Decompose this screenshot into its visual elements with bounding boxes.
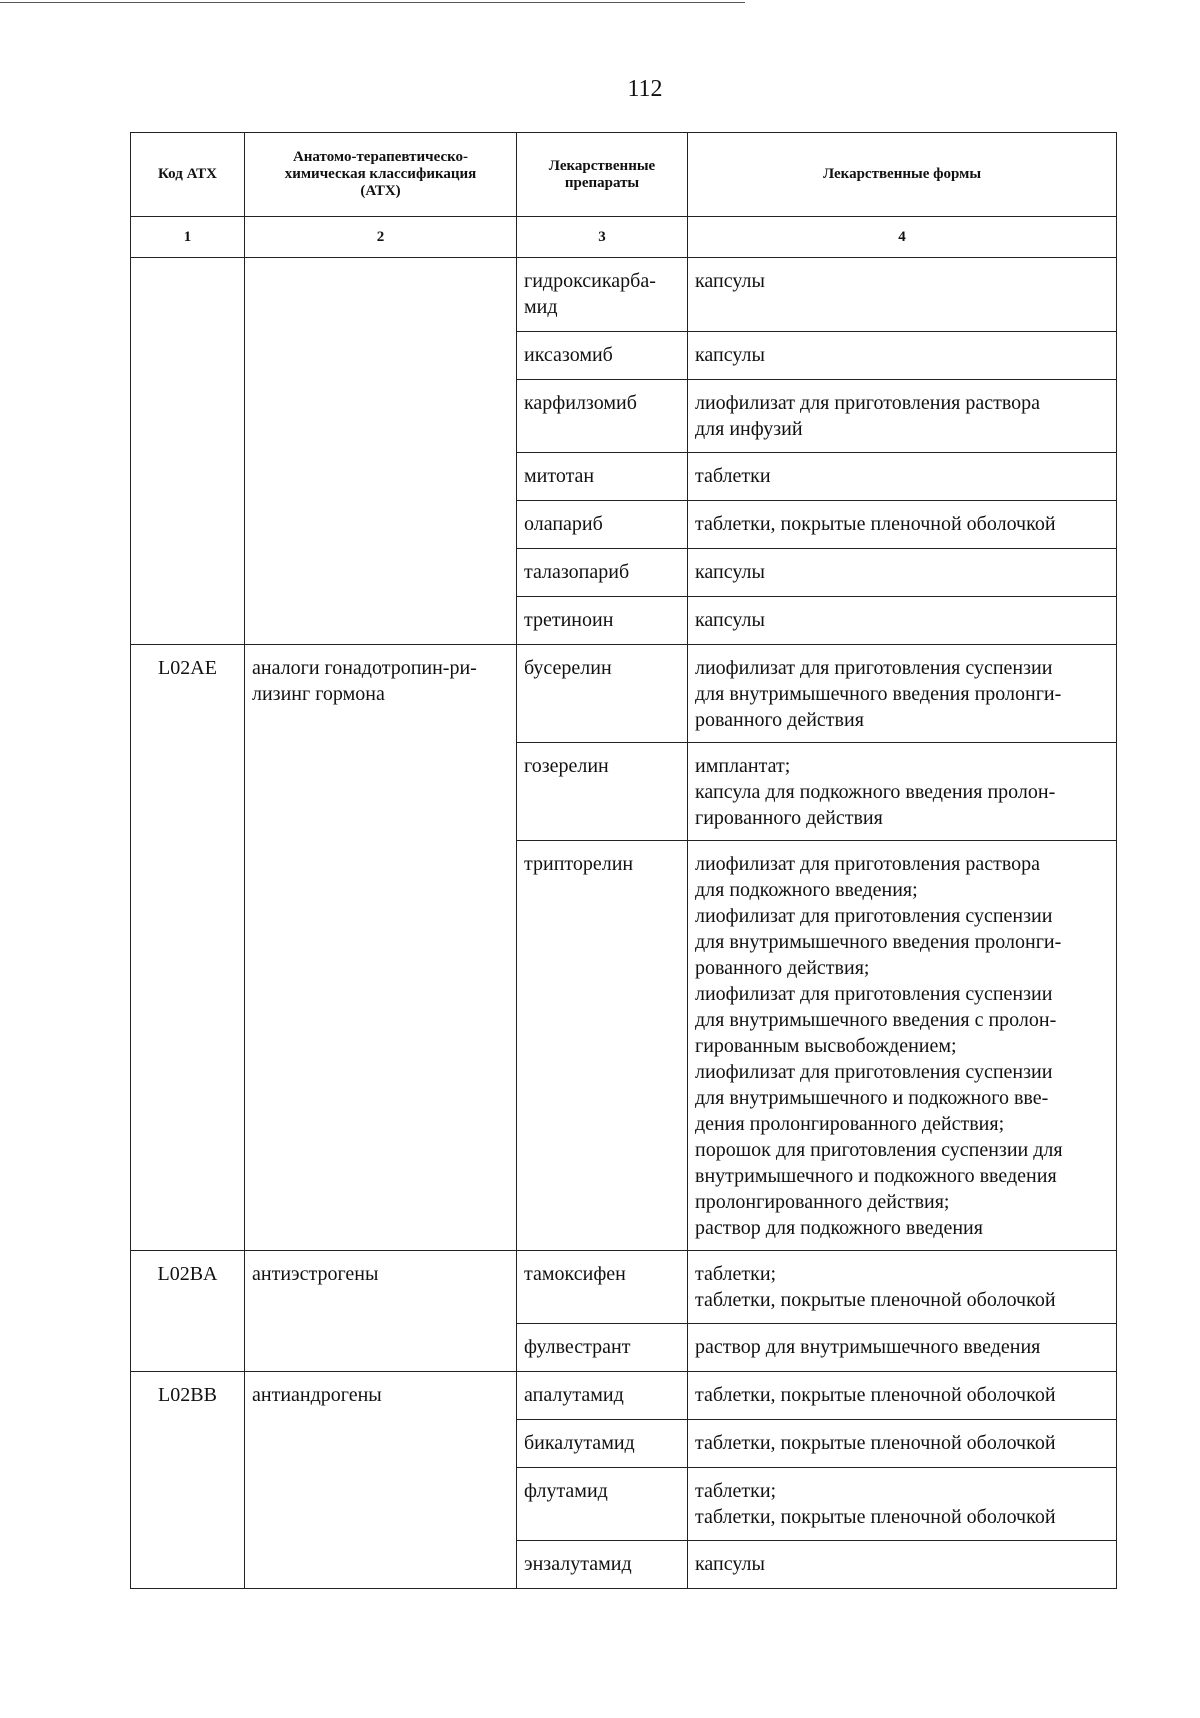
drug-name: третиноин (524, 609, 614, 631)
dosage-forms: лиофилизат для приготовления суспензии для внутримышечного введения пролонги- рованного действия (695, 657, 1062, 731)
dosage-form-cell (688, 501, 1117, 549)
atx-classification (245, 258, 516, 277)
atx-code: L02BB (158, 1384, 217, 1406)
dosage-form-cell (688, 1468, 1117, 1541)
dosage-form-cell (688, 1541, 1117, 1589)
column-number: 4 (688, 217, 1117, 258)
header-dosage-forms: Лекарственные формы (688, 133, 1117, 217)
dosage-forms: капсулы (695, 270, 765, 292)
dosage-form-cell (688, 645, 1117, 743)
dosage-form-cell (688, 453, 1117, 501)
dosage-forms: имплантат; капсула для подкожного введения пролон- гированного действия (695, 755, 1056, 829)
drug-cell (517, 380, 688, 453)
dosage-forms: лиофилизат для приготовления раствора для подкожного введения; лиофилизат для приготовления суспензии для внутримышечного введения пролонги- рованного действия; лиофилизат для приготовления суспензии для внутримышечного введения с пролон- гированным высвобождением; лиофилизат для приготовления суспензии для внутримышечного и подкожного вве- дения пролонгированного действия; порошок для приготовления суспензии для внутримышечного и подкожного введения пролонгированного действия; раствор для подкожного введения (695, 853, 1063, 1239)
header-atx-code: Код АТХ (131, 133, 245, 217)
drug-cell (517, 1324, 688, 1372)
drug-name: иксазомиб (524, 344, 613, 366)
dosage-forms: таблетки, покрытые пленочной оболочкой (695, 513, 1056, 535)
atx-code-cell (131, 1251, 245, 1372)
drug-cell (517, 1251, 688, 1324)
drug-name: олапариб (524, 513, 603, 535)
drug-name: карфилзомиб (524, 392, 637, 414)
dosage-forms: таблетки; таблетки, покрытые пленочной оболочкой (695, 1263, 1056, 1311)
dosage-form-cell (688, 1251, 1117, 1324)
drug-cell (517, 1420, 688, 1468)
drug-name: талазопариб (524, 561, 630, 583)
drug-name: митотан (524, 465, 595, 487)
drug-cell (517, 1372, 688, 1420)
column-number-row (131, 217, 1117, 258)
dosage-forms: таблетки, покрытые пленочной оболочкой (695, 1432, 1056, 1454)
table-row (131, 1372, 1117, 1420)
drug-name: флутамид (524, 1480, 608, 1502)
drug-cell (517, 501, 688, 549)
table-row (131, 645, 1117, 743)
drug-cell (517, 549, 688, 597)
column-number: 1 (131, 217, 245, 258)
scan-top-rule (0, 2, 745, 3)
header-drugs: Лекарственные препараты (517, 133, 688, 217)
atx-code: L02AE (158, 657, 217, 679)
dosage-form-cell (688, 841, 1117, 1251)
atx-classification-cell (245, 1372, 517, 1589)
atx-code: L02BA (157, 1263, 218, 1285)
atx-classification-cell (245, 258, 517, 645)
drug-name: апалутамид (524, 1384, 624, 1406)
atx-table (130, 132, 1117, 1589)
drug-cell (517, 258, 688, 332)
drug-cell (517, 332, 688, 380)
drug-name: трипторелин (524, 853, 634, 875)
atx-code-cell (131, 258, 245, 645)
page-number: 112 (627, 76, 663, 102)
atx-classification: аналоги гонадотропин-ри- лизинг гормона (252, 657, 477, 705)
drug-cell (517, 1468, 688, 1541)
dosage-forms: капсулы (695, 344, 765, 366)
atx-classification-cell (245, 1251, 517, 1372)
dosage-form-cell (688, 549, 1117, 597)
drug-cell (517, 841, 688, 1251)
table-row (131, 258, 1117, 332)
drug-cell (517, 597, 688, 645)
dosage-forms: раствор для внутримышечного введения (695, 1336, 1041, 1358)
dosage-forms: капсулы (695, 609, 765, 631)
drug-cell (517, 1541, 688, 1589)
dosage-form-cell (688, 380, 1117, 453)
dosage-forms: таблетки (695, 465, 771, 487)
drug-name: гидроксикарба- мид (524, 270, 656, 318)
dosage-forms: таблетки; таблетки, покрытые пленочной оболочкой (695, 1480, 1056, 1528)
drug-name: тамоксифен (524, 1263, 626, 1285)
dosage-form-cell (688, 258, 1117, 332)
drug-cell (517, 453, 688, 501)
atx-classification: антиандрогены (252, 1384, 382, 1406)
column-number: 2 (245, 217, 517, 258)
column-number: 3 (517, 217, 688, 258)
atx-classification-cell (245, 645, 517, 1251)
drug-name: гозерелин (524, 755, 609, 777)
drug-cell (517, 743, 688, 841)
dosage-forms: капсулы (695, 1553, 765, 1575)
table-row (131, 1251, 1117, 1324)
atx-code (131, 258, 244, 277)
dosage-form-cell (688, 1420, 1117, 1468)
header-atx-classification: Анатомо-терапевтическо-химическая классификация (АТХ) (245, 133, 517, 217)
dosage-form-cell (688, 597, 1117, 645)
dosage-forms: капсулы (695, 561, 765, 583)
dosage-forms: таблетки, покрытые пленочной оболочкой (695, 1384, 1056, 1406)
drug-name: бикалутамид (524, 1432, 635, 1454)
dosage-form-cell (688, 1372, 1117, 1420)
drug-name: фулвестрант (524, 1336, 631, 1358)
atx-code-cell (131, 645, 245, 1251)
dosage-form-cell (688, 1324, 1117, 1372)
drug-name: энзалутамид (524, 1553, 632, 1575)
dosage-form-cell (688, 332, 1117, 380)
header-row (131, 133, 1117, 217)
atx-code-cell (131, 1372, 245, 1589)
dosage-forms: лиофилизат для приготовления раствора для инфузий (695, 392, 1041, 440)
atx-classification: антиэстрогены (252, 1263, 379, 1285)
drug-cell (517, 645, 688, 743)
drug-name: бусерелин (524, 657, 612, 679)
dosage-form-cell (688, 743, 1117, 841)
